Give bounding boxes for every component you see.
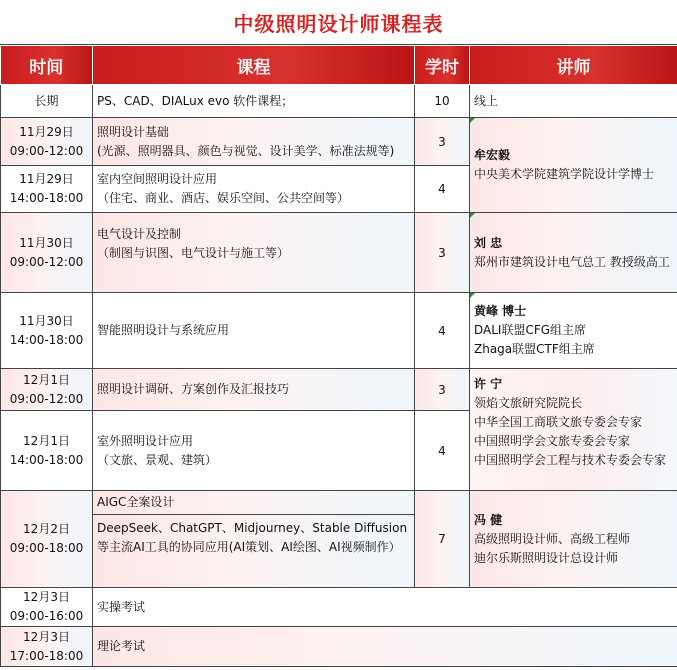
course-cell: PS、CAD、DIALux evo 软件课程；	[93, 85, 415, 118]
time-cell: 11月30日 09:00-12:00	[1, 213, 93, 293]
teacher-cell: 黄峰 博士 DALI联盟CFG组主席 Zhaga联盟CTF组主席	[470, 293, 677, 369]
course-cell: 室内空间照明设计应用 （住宅、商业、酒店、娱乐空间、公共空间等）	[93, 166, 415, 213]
hours-cell: 7	[415, 491, 470, 588]
time-cell: 11月29日 09:00-12:00	[1, 118, 93, 166]
table-row	[1, 293, 677, 369]
hours-cell: 4	[415, 293, 470, 369]
time-cell: 12月2日 09:00-18:00	[1, 491, 93, 588]
hours-cell: 3	[415, 118, 470, 166]
table-header-row	[1, 46, 677, 85]
time-cell: 长期	[1, 85, 93, 118]
table-row	[1, 369, 677, 411]
hours-cell: 4	[415, 411, 470, 491]
course-cell: 理论考试	[93, 627, 677, 667]
time-cell: 12月1日 14:00-18:00	[1, 411, 93, 491]
time-cell: 11月29日 14:00-18:00	[1, 166, 93, 213]
course-cell: 智能照明设计与系统应用	[93, 293, 415, 369]
hours-cell: 10	[415, 85, 470, 118]
time-cell: 12月1日 09:00-12:00	[1, 369, 93, 411]
teacher-cell: 许 宁 领焰文旅研究院院长 中华全国工商联文旅专委会专家 中国照明学会文旅专委会专家 中国照明学会工程与技术专委会专家	[470, 369, 677, 491]
table-row	[1, 491, 677, 588]
time-cell: 11月30日 14:00-18:00	[1, 293, 93, 369]
header-teacher: 讲师	[470, 46, 677, 85]
course-cell: AIGC全案设计 DeepSeek、ChatGPT、Midjourney、Stable Diffusion等主流AI工具的协同应用(AI策划、AI绘图、AI视频制作）	[93, 491, 415, 588]
teacher-cell: 牟宏毅 中央美术学院建筑学院设计学博士	[470, 118, 677, 213]
teacher-cell: 线上	[470, 85, 677, 118]
time-cell: 12月3日 09:00-16:00	[1, 588, 93, 627]
course-cell: 照明设计调研、方案创作及汇报技巧	[93, 369, 415, 411]
hours-cell: 3	[415, 369, 470, 411]
page-title: 中级照明设计师课程表	[233, 11, 444, 36]
table-row	[1, 85, 677, 118]
header-hours: 学时	[415, 46, 470, 85]
hours-cell: 4	[415, 166, 470, 213]
header-time: 时间	[1, 46, 93, 85]
course-cell: 电气设计及控制 （制图与识图、电气设计与施工等）	[93, 213, 415, 293]
teacher-cell: 刘 忠 郑州市建筑设计电气总工 教授级高工	[470, 213, 677, 293]
table-row	[1, 118, 677, 166]
course-cell: 照明设计基础 (光源、照明器具、颜色与视觉、设计美学、标准法规等)	[93, 118, 415, 166]
table-row	[1, 627, 677, 667]
hours-cell: 3	[415, 213, 470, 293]
course-cell: 室外照明设计应用 （文旅、景观、建筑）	[93, 411, 415, 491]
course-cell: 实操考试	[93, 588, 677, 627]
schedule-table	[0, 45, 677, 667]
time-cell: 12月3日 17:00-18:00	[1, 627, 93, 667]
teacher-cell: 冯 健 高级照明设计师、高级工程师 迪尔乐斯照明设计总设计师	[470, 491, 677, 588]
table-row	[1, 213, 677, 293]
header-course: 课程	[93, 46, 415, 85]
table-row	[1, 588, 677, 627]
